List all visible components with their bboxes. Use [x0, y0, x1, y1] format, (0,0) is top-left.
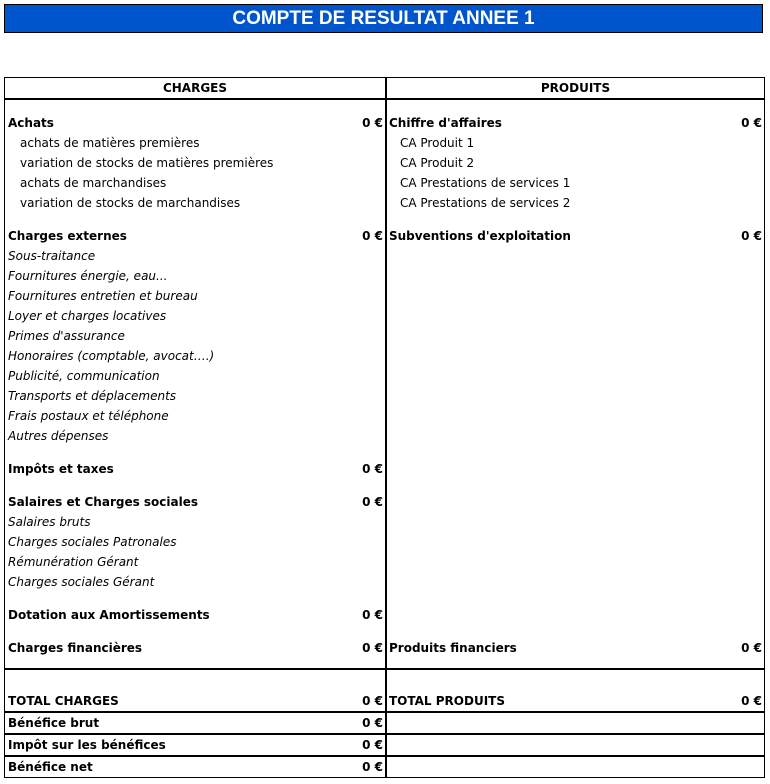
benefice-net-value: 0 €	[362, 760, 383, 774]
charges-externes-item: Primes d'assurance	[8, 329, 125, 343]
charges-externes-item: Fournitures énergie, eau...	[8, 269, 168, 283]
benefice-brut-value: 0 €	[362, 716, 383, 730]
impot-benefices-right-box	[386, 734, 765, 756]
total-charges-value: 0 €	[362, 694, 383, 708]
chiffre-affaires-value: 0 €	[741, 116, 762, 130]
charges-externes-item: Honoraires (comptable, avocat….)	[8, 349, 215, 363]
charges-financieres-label: Charges financières	[8, 641, 143, 655]
ca-item: CA Produit 2	[400, 156, 475, 170]
chiffre-affaires-label: Chiffre d'affaires	[389, 116, 502, 130]
charges-externes-label: Charges externes	[8, 229, 127, 243]
salaires-item: Rémunération Gérant	[8, 555, 139, 569]
total-produits-value: 0 €	[741, 694, 762, 708]
produits-financiers-value: 0 €	[741, 641, 762, 655]
impots-taxes-label: Impôts et taxes	[8, 462, 114, 476]
charges-externes-item: Fournitures entretien et bureau	[8, 289, 198, 303]
subventions-label: Subventions d'exploitation	[389, 229, 571, 243]
achats-label: Achats	[8, 116, 54, 130]
benefice-net-right-box	[386, 756, 765, 778]
achats-item: variation de stocks de matières premières	[20, 156, 274, 170]
charges-externes-item: Sous-traitance	[8, 249, 96, 263]
charges-externes-item: Transports et déplacements	[8, 389, 177, 403]
charges-externes-item: Autres dépenses	[8, 429, 109, 443]
achats-item: achats de matières premières	[20, 136, 200, 150]
total-charges-label: TOTAL CHARGES	[8, 694, 119, 708]
subventions-value: 0 €	[741, 229, 762, 243]
achats-item: achats de marchandises	[20, 176, 167, 190]
charges-externes-item: Frais postaux et téléphone	[8, 409, 169, 423]
impot-benefices-label: Impôt sur les bénéfices	[8, 738, 166, 752]
ca-item: CA Prestations de services 2	[400, 196, 571, 210]
dotation-value: 0 €	[362, 608, 383, 622]
benefice-brut-right-box	[386, 712, 765, 734]
salaires-label: Salaires et Charges sociales	[8, 495, 199, 509]
impot-benefices-value: 0 €	[362, 738, 383, 752]
benefice-brut-label: Bénéfice brut	[8, 716, 100, 730]
page-title: COMPTE DE RESULTAT ANNEE 1	[4, 4, 763, 33]
benefice-net-label: Bénéfice net	[8, 760, 93, 774]
charges-header: CHARGES	[4, 77, 386, 99]
charges-financieres-value: 0 €	[362, 641, 383, 655]
salaires-item: Salaires bruts	[8, 515, 91, 529]
achats-value: 0 €	[362, 116, 383, 130]
salaires-item: Charges sociales Patronales	[8, 535, 177, 549]
impots-taxes-value: 0 €	[362, 462, 383, 476]
produits-financiers-label: Produits financiers	[389, 641, 517, 655]
charges-externes-item: Loyer et charges locatives	[8, 309, 167, 323]
ca-item: CA Produit 1	[400, 136, 475, 150]
charges-externes-item: Publicité, communication	[8, 369, 160, 383]
dotation-label: Dotation aux Amortissements	[8, 608, 210, 622]
total-produits-label: TOTAL PRODUITS	[389, 694, 505, 708]
salaires-item: Charges sociales Gérant	[8, 575, 155, 589]
ca-item: CA Prestations de services 1	[400, 176, 571, 190]
salaires-value: 0 €	[362, 495, 383, 509]
achats-item: variation de stocks de marchandises	[20, 196, 241, 210]
produits-header: PRODUITS	[386, 77, 765, 99]
charges-externes-value: 0 €	[362, 229, 383, 243]
